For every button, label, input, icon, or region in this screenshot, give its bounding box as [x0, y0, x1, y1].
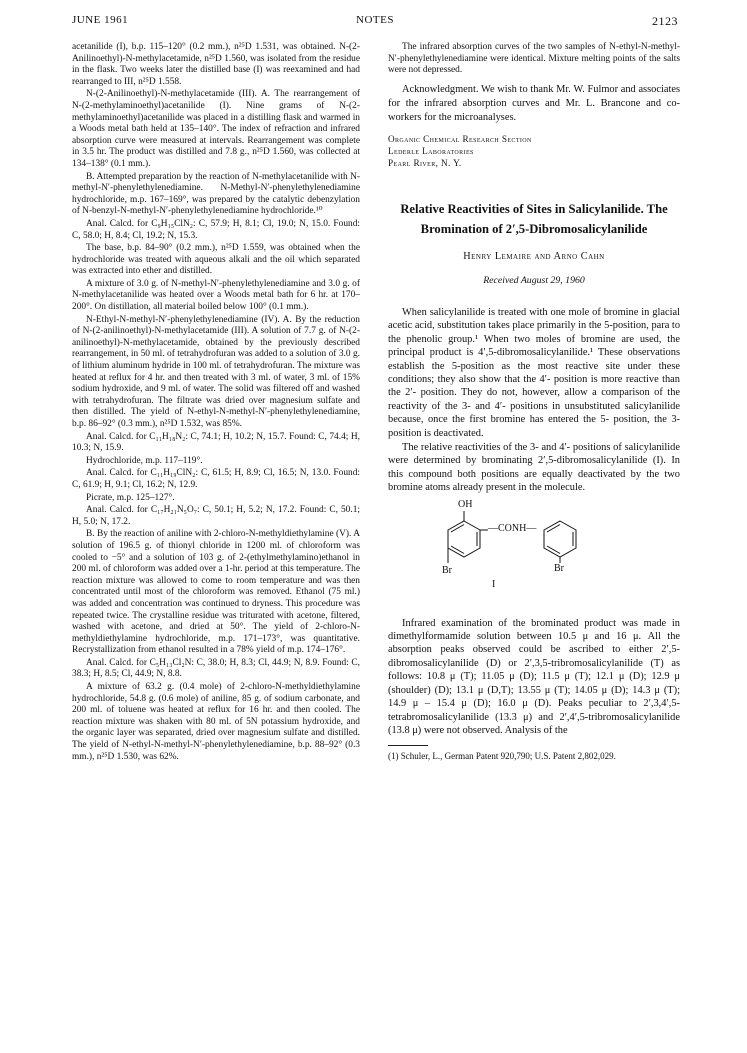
affiliation: [388, 133, 680, 169]
chemical-structure: [388, 499, 680, 611]
affiliation-line: Pearl River, N. Y.: [388, 157, 462, 168]
paragraph: Anal. Calcd. for C₁₁H₁₉ClN₂: C, 61.5; H, 8.9; Cl, 16.5; N, 13.0. Found: C, 61.9; H, 9.1; Cl, 16.2; N, 12.9.: [72, 468, 360, 490]
ring-br-label: Br: [554, 562, 564, 574]
compound-number: I: [492, 578, 496, 590]
acknowledgment: Acknowledgment. We wish to thank Mr. W. Fulmor and associates for the infrared absorption curves and Mr. L. Brancone and co-workers for the microanalyses.: [388, 83, 680, 123]
oh-label: OH: [458, 498, 473, 510]
paragraph: Anal. Calcd. for C₁₁H₁₈N₂: C, 74.1; H, 10.2; N, 15.7. Found: C, 74.4; H, 10.3; N, 15.9.: [72, 431, 360, 454]
received-date: Received August 29, 1960: [483, 275, 585, 287]
footnote: (1) Schuler, L., German Patent 920,790; U.S. Patent 2,802,029.: [388, 751, 616, 762]
paragraph: A mixture of 63.2 g. (0.4 mole) of 2-chloro-N-methyldiethylamine hydrochloride, 54.8 g. (0.6 mole) of aniline, 85 g. of sodium carbonate, and 200 ml. of toluene was heated at reflux for 16 hr. and then cooled. The reaction mixture was shaken with 80 ml. of 5N potassium hydroxide, and the organic layer was separated, dried over magnesium sulfate and distilled. The yield of N-ethyl-N-methyl-N′-phenylethylenediamine, b.p. 88–92° (0.3 mm.), n²⁵D 1.530, was 62%.: [72, 682, 360, 762]
structure-diagram: [388, 499, 680, 611]
paragraph: Anal. Calcd. for C₅H₁₃Cl₂N: C, 38.0; H, 8.3; Cl, 44.9; N, 8.9. Found: C, 38.3; H, 8.5; Cl, 44.9; N, 8.8.: [72, 657, 360, 680]
footnote-divider: [388, 745, 428, 746]
conh-label: —CONH—: [488, 522, 537, 534]
paragraph: Infrared examination of the brominated product was made in dimethylformamide solution between 10.5 μ and 16 μ. All the absorption peaks observed could be ascribed to either 2′,5-dibromosalicylanilide (D) or 2′,3,5-tribromosalicylanilide (T) as follows: 10.8 μ (T); 11.05 μ (D); 11.5 μ (T); 12.1 μ (D); 12.9 μ (shoulder) (D); 13.1 μ (D,T); 13.55 μ (T); 14.05 μ (D); 14.3 μ (T); 14.9 μ – 15.4 μ (D); 16.0 μ (D). Peaks peculiar to 2′,3,4′,5-tetrabromosalicylanilide (13.3 μ) and 2′,4′,5-tribromosalicylanilide (13.8 μ) were not observed. Analysis of the: [388, 617, 680, 736]
paragraph: The base, b.p. 84–90° (0.2 mm.), n²⁵D 1.559, was obtained when the hydrochloride was treated with aqueous alkali and the oil which separated was extracted into ether and distilled.: [72, 243, 360, 277]
page-number: 2123: [652, 14, 678, 28]
salicyl-ring: [448, 521, 480, 557]
article-title: Relative Reactivities of Sites in Salicylanilide. The Bromination of 2′,5-Dibromosalicylanilide: [400, 201, 668, 236]
page-header: [72, 14, 678, 30]
right-column: [388, 42, 680, 762]
affiliation-line: Lederle Laboratories: [388, 145, 474, 156]
paragraph: A mixture of 3.0 g. of N-methyl-N′-phenylethylenediamine and 3.0 g. of N-methylacetanilide was heated over a Woods metal bath for 6 hr. at 170–200°. On distillation, all material boiled below 100° (0.1 mm.).: [72, 278, 360, 313]
anilide-ring: [544, 521, 576, 557]
paragraph: When salicylanilide is treated with one mole of bromine in glacial acetic acid, substitution takes place primarily in the 5-position, para to the phenolic group.¹ When two moles of bromine are used, the principal product is 4′,5-dibromosalicylanilide.¹ These observations establish the 5-position as the most reactive site under these conditions; they also show that the 4′- position is more reactive than the 2′- position. They do not, however, allow a comparison of the reactivity of the 3- and 4′- positions in unsubstituted salicylanilide because, once the first bromine has entered the 5- position, the 3- position is deactivated.: [388, 306, 681, 439]
left-column: [72, 42, 360, 764]
paragraph: Anal. Calcd. for C₁₇H₂₁N₅O₇: C, 50.1; H, 5.2; N, 17.2. Found: C, 50.1; H, 5.0; N, 17.2.: [72, 505, 360, 527]
paragraph: B. Attempted preparation by the reaction of N-methylacetanilide with N-methyl-N′-phenylethylenediamine. N-Methyl-N′-phenylethylenediamine hydrochloride, m.p. 167–169°, was prepared by the catalytic debenzylation of N-benzyl-N-methyl-N′-phenylethylenediamine hydrochloride.¹⁰: [72, 171, 360, 217]
article-authors: Henry Lemaire and Arno Cahn: [463, 250, 605, 262]
paragraph: N-(2-Anilinoethyl)-N-methylacetamide (III). A. The rearrangement of N-(2-methylaminoethyl)acetanilide (I). Nine grams of N-(2-methylaminoethyl)acetanilide was placed in a distilling flask and warmed in a Woods metal bath held at 135–140°. The index of refraction and infrared absorption curve were measured at intervals. Rearrangement was complete in 3.5 hr. The product was distilled and 7.8 g., n²⁵D 1.560, was collected at 134–138° (0.1 mm.).: [72, 89, 360, 169]
paragraph: Hydrochloride, m.p. 117–119°.: [86, 455, 203, 466]
running-section: NOTES: [356, 14, 394, 26]
running-date: JUNE 1961: [72, 14, 129, 26]
article-body: [388, 306, 680, 737]
bottom-br-label: Br: [442, 564, 452, 576]
paragraph: The relative reactivities of the 3- and 4′- positions of salicylanilide were determined by brominating 2′,5-dibromosalicylanilide (I). In this compound both positions are equally deactivated by the two bromine atoms already present in the molecule.: [388, 442, 680, 494]
paragraph: Picrate, m.p. 125–127°.: [86, 492, 175, 503]
paragraph: acetanilide (I), b.p. 115–120° (0.2 mm.), n²⁵D 1.531, was obtained. N-(2-Anilinoethyl)-N-methylacetamide, n²⁵D 1.560, was isolated from the residue in the flask. Two weeks later the distilled base (I) was reexamined and had rearranged to III, n²⁵D 1.558.: [72, 42, 360, 87]
paragraph: N-Ethyl-N-methyl-N′-phenylethylenediamine (IV). A. By the reduction of N-(2-anilinoethyl)-N-methylacetamide (III). A solution of 7.7 g. of N-(2-anilinoethyl)-N-methylacetamide, obtained by the previously described rearrangement, in 50 ml. of tetrahydrofuran was added to a solution of 3.0 g. of lithium aluminum hydride in 100 ml. of tetrahydrofuran. The mixture was heated at reflux for 4 hr. and then treated with 3 ml. of water, 3 ml. of 15% sodium hydroxide, and 9 ml. of water. The solid was filtered off and washed with tetrahydrofuran. The filtrate was dried over magnesium sulfate and then distilled. The yield of N-ethyl-N-methyl-N′-phenylethylenediamine, b.p. 86–92° (0.3 mm.), n²⁵D 1.532, was 85%.: [72, 314, 360, 429]
paragraph: The infrared absorption curves of the two samples of N-ethyl-N-methyl-N′-phenylethylenediamine were identical. Mixture melting points of the salts were not depressed.: [388, 42, 680, 76]
affiliation-line: Organic Chemical Research Section: [388, 133, 532, 144]
paragraph: Anal. Calcd. for C₉H₁₅ClN₂: C, 57.9; H, 8.1; Cl, 19.0; N, 15.0. Found: C, 58.0; H, 8.4; Cl, 19.2; N, 15.3.: [72, 218, 360, 241]
paragraph: B. By the reaction of aniline with 2-chloro-N-methyldiethylamine (V). A solution of 196.5 g. of thionyl chloride in 1200 ml. of chloroform was cooled to −5° and a solution of 103 g. of 2-(ethylmethylamino)ethanol in 200 ml. of chloroform was added over a 1-hr. period at this temperature. The reaction mixture was allowed to come to room temperature and was then concentrated until most of the chloroform was removed. Ethanol (75 ml.) was added and concentration was continued to dryness. This procedure was repeated twice. The crystalline residue was triturated with acetone, filtered, washed with acetone, and dried at 50°. The yield of 2-chloro-N-methyldiethylamine hydrochloride, m.p. 171–173°, was quantitative. Recrystallization from ethanol resulted in a 78% yield of m.p. 174–176°.: [72, 529, 360, 656]
